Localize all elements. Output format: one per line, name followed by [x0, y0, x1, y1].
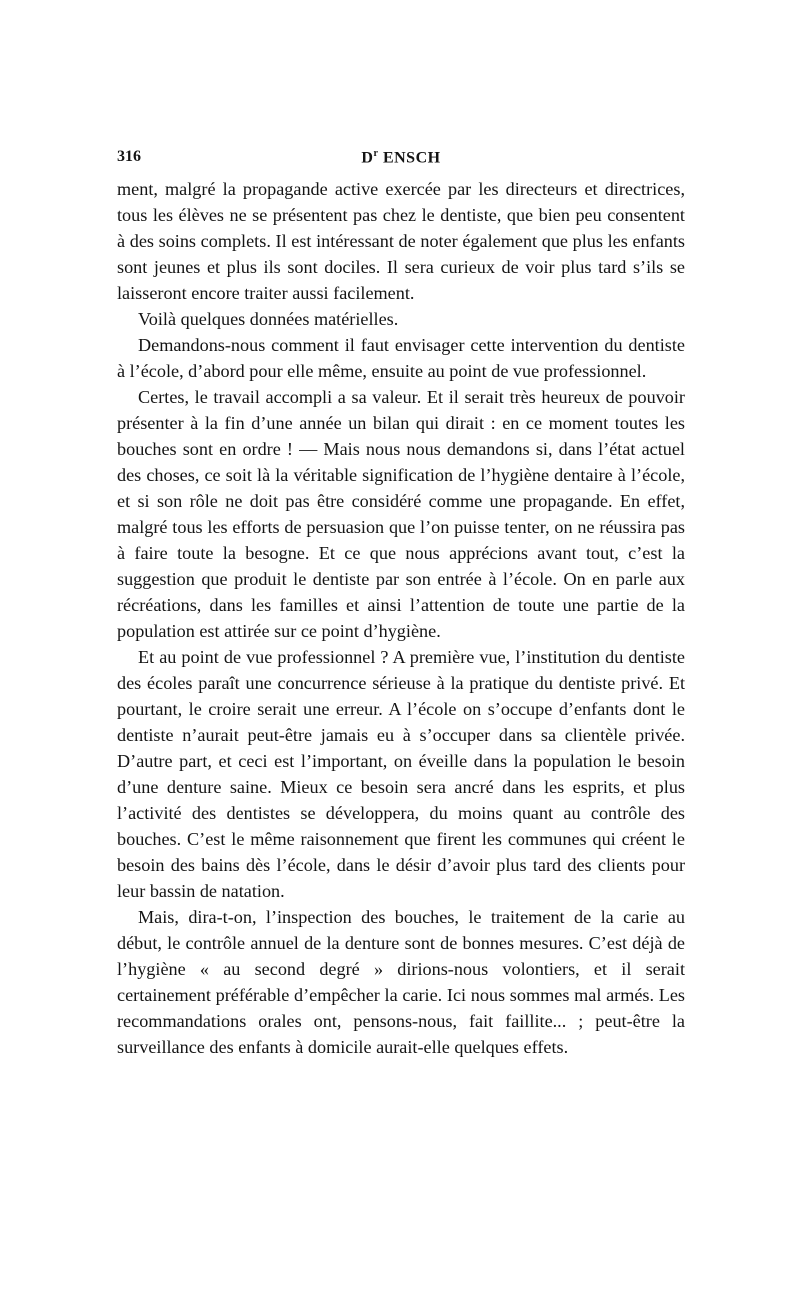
paragraph: Demandons-nous comment il faut envisager cette intervention du dentiste à l’école, d’abord pour elle même, ensuite au point de vue professionnel. — [117, 335, 685, 381]
paragraph-continued: ment, malgré la propagande active exercée par les directeurs et directrices, tous les élèves ne se présentent pas chez le dentiste, que bien peu consentent à des soins complets. Il est intéressant de noter également que plus les enfants sont jeunes et plus ils sont dociles. Il sera curieux de voir plus tard s’ils se laisseront encore traiter aussi facilement. — [117, 179, 685, 303]
author-name: ENSCH — [378, 149, 441, 167]
paragraph: Et au point de vue professionnel ? A première vue, l’institution du dentiste des écoles paraît une concurrence sérieuse à la pratique du dentiste privé. Et pourtant, le croire serait une erreur. A l’école on s’occupe d’enfants dont le dentiste n’aurait peut-être jamais eu à s’occuper dans sa clientèle privée. D’autre part, et ceci est l’important, on éveille dans la population le besoin d’une denture saine. Mieux ce besoin sera ancré dans les esprits, et plus l’activité des dentistes se développera, du moins quant au contrôle des bouches. C’est le même raisonnement que firent les communes qui créent le besoin des bains dès l’école, dans le désir d’avoir plus tard des clients pour leur bassin de natation. — [117, 647, 685, 901]
page-header — [117, 148, 685, 172]
body-text — [117, 176, 685, 1060]
book-page — [117, 148, 685, 1060]
page-number: 316 — [117, 148, 141, 165]
paragraph: Mais, dira-t-on, l’inspection des bouches, le traitement de la carie au début, le contrôle annuel de la denture sont de bonnes mesures. C’est déjà de l’hygiène « au second degré » dirions-nous volontiers, et il serait certainement préférable d’empêcher la carie. Ici nous sommes mal armés. Les recommandations orales ont, pensons-nous, fait faillite... ; peut-être la surveillance des enfants à domicile aurait-elle quelques effets. — [117, 907, 685, 1057]
paragraph: Certes, le travail accompli a sa valeur. Et il serait très heureux de pouvoir présenter à la fin d’une année un bilan qui dirait : en ce moment toutes les bouches sont en ordre ! — Mais nous nous demandons si, dans l’état actuel des choses, ce soit là la véritable signification de l’hygiène dentaire à l’école, et si son rôle ne doit pas être considéré comme une propagande. En effet, malgré tous les efforts de persuasion que l’on puisse tenter, on ne réussira pas à faire toute la besogne. Et ce que nous apprécions avant tout, c’est la suggestion que produit le dentiste par son entrée à l’école. On en parle aux récréations, dans les familles et ainsi l’attention de toute une partie de la population est attirée sur ce point d’hygiène. — [117, 387, 685, 641]
paragraph: Voilà quelques données matérielles. — [138, 309, 399, 329]
running-head — [117, 148, 685, 167]
author-prefix: D — [361, 149, 374, 167]
author-prefix-superscript: r — [373, 148, 379, 159]
